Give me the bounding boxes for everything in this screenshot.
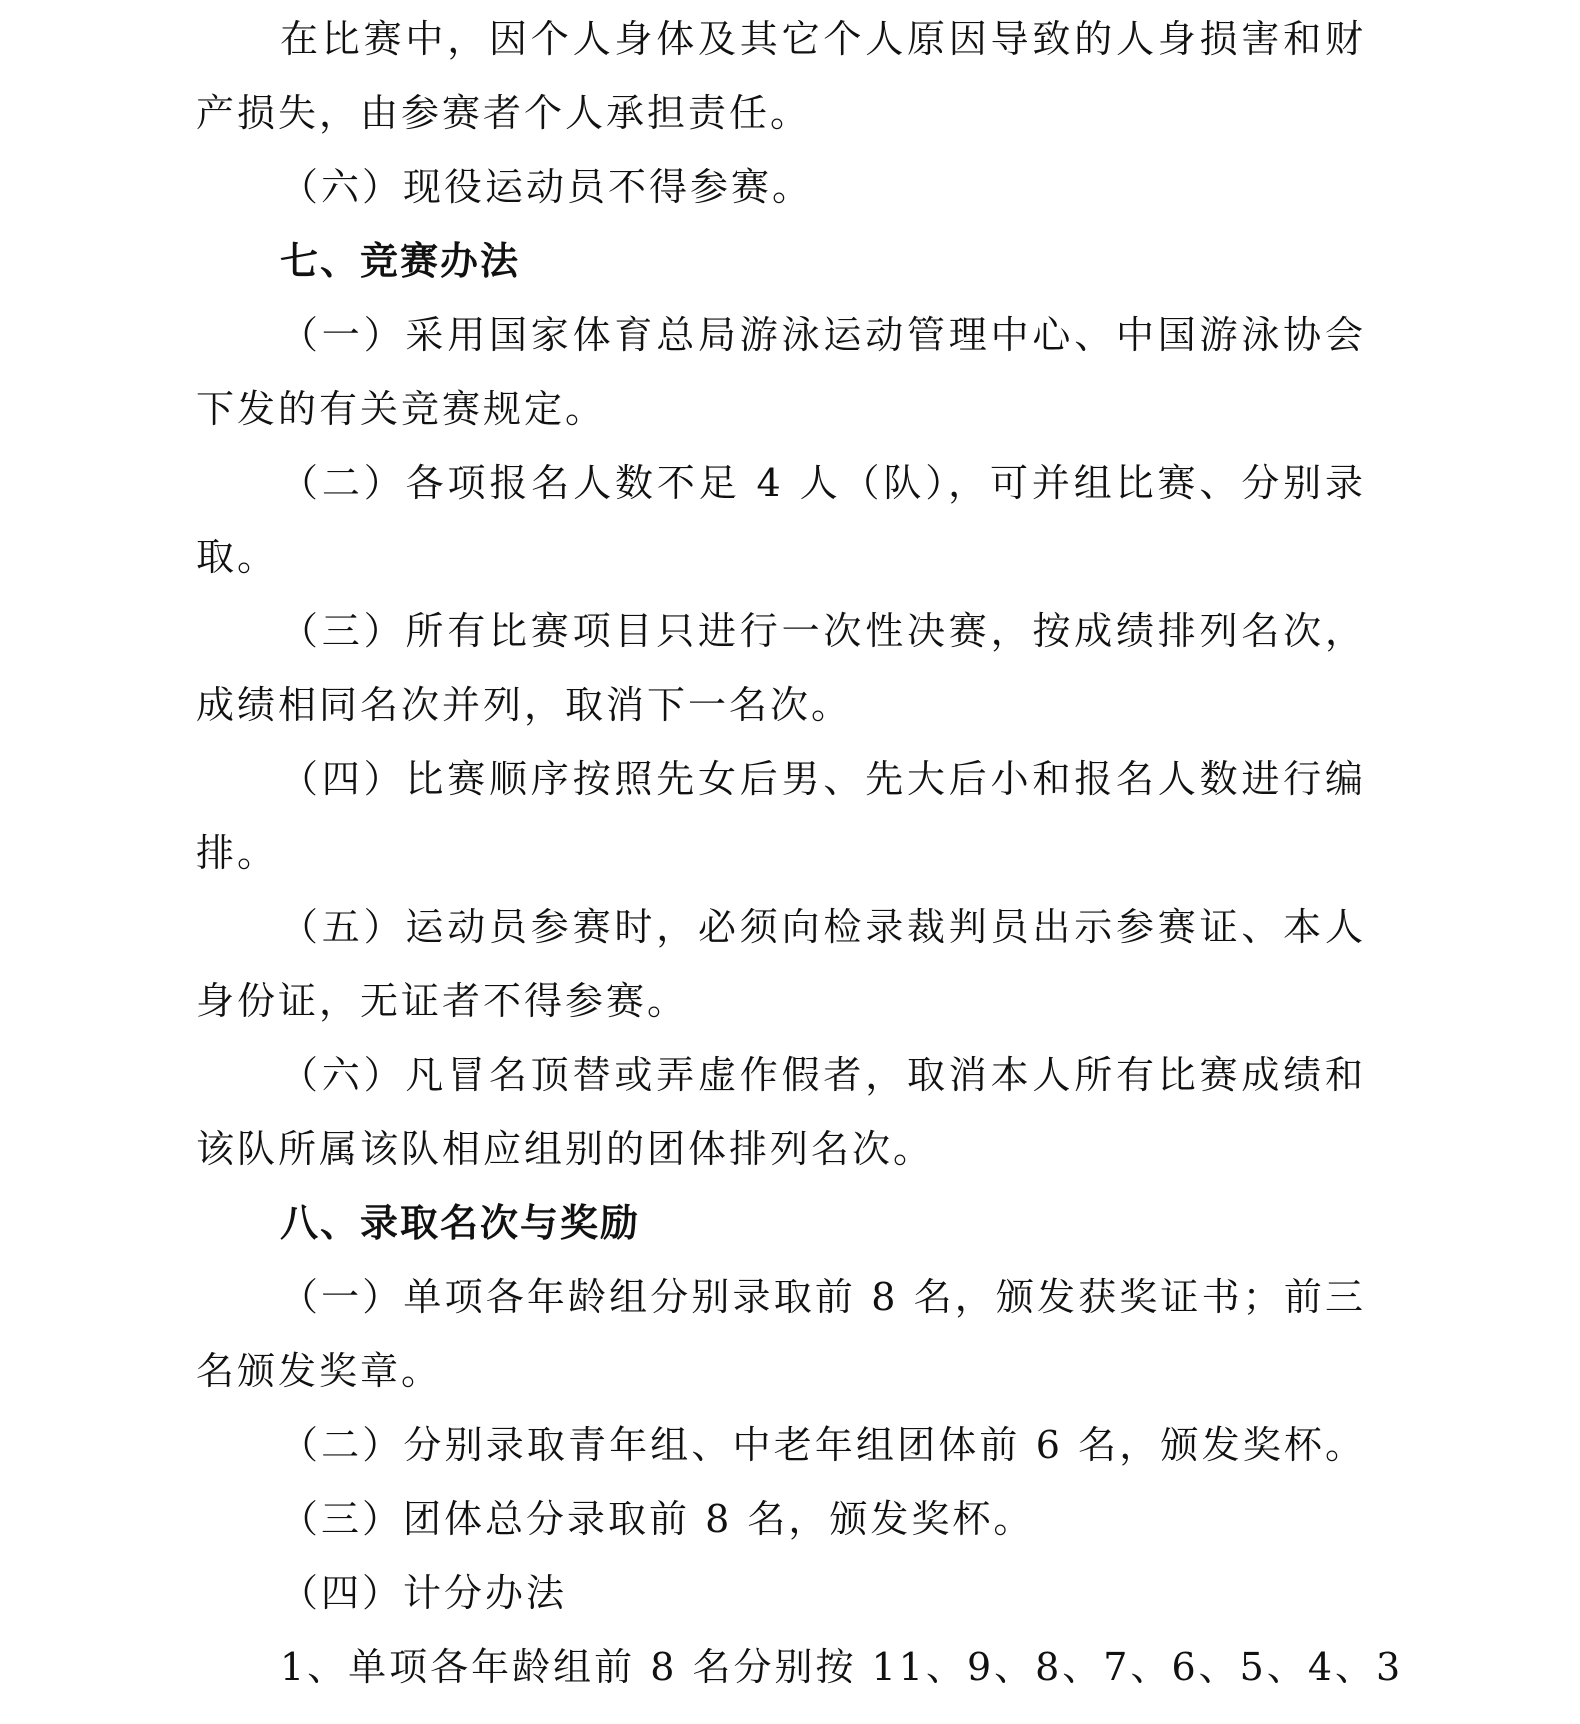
section-heading-7: 七、竞赛办法: [280, 239, 521, 283]
paragraph-line: （六）凡冒名顶替或弄虚作假者，取消本人所有比赛成绩和: [280, 1053, 1366, 1097]
paragraph-line: （一）单项各年龄组分别录取前 8 名，颁发获奖证书；前三: [280, 1275, 1366, 1319]
paragraph-line: 取。: [196, 535, 279, 579]
paragraph-line: （五）运动员参赛时，必须向检录裁判员出示参赛证、本人: [280, 905, 1366, 949]
paragraph-line: （四）计分办法: [280, 1571, 568, 1615]
section-heading-8: 八、录取名次与奖励: [280, 1201, 641, 1245]
paragraph-line: 排。: [196, 831, 279, 875]
paragraph-line: 1、单项各年龄组前 8 名分别按 11、9、8、7、6、5、4、3: [280, 1645, 1404, 1689]
paragraph-line: （三）团体总分录取前 8 名，颁发奖杯。: [280, 1497, 1035, 1541]
paragraph-line: （二）各项报名人数不足 4 人（队），可并组比赛、分别录: [280, 461, 1366, 505]
paragraph-line: （四）比赛顺序按照先女后男、先大后小和报名人数进行编: [280, 757, 1366, 801]
paragraph-line: 成绩相同名次并列，取消下一名次。: [196, 683, 853, 727]
paragraph-line: 产损失，由参赛者个人承担责任。: [196, 91, 812, 135]
paragraph-line: （一）采用国家体育总局游泳运动管理中心、中国游泳协会: [280, 313, 1366, 357]
paragraph-line: 在比赛中，因个人身体及其它个人原因导致的人身损害和财: [280, 17, 1366, 61]
paragraph-line: （六）现役运动员不得参赛。: [280, 165, 814, 209]
paragraph-line: （三）所有比赛项目只进行一次性决赛，按成绩排列名次，: [280, 609, 1366, 653]
paragraph-line: （二）分别录取青年组、中老年组团体前 6 名，颁发奖杯。: [280, 1423, 1366, 1467]
paragraph-line: 名颁发奖章。: [196, 1349, 443, 1393]
paragraph-line: 该队所属该队相应组别的团体排列名次。: [196, 1127, 935, 1171]
paragraph-line: 身份证，无证者不得参赛。: [196, 979, 689, 1023]
paragraph-line: 下发的有关竞赛规定。: [196, 387, 607, 431]
